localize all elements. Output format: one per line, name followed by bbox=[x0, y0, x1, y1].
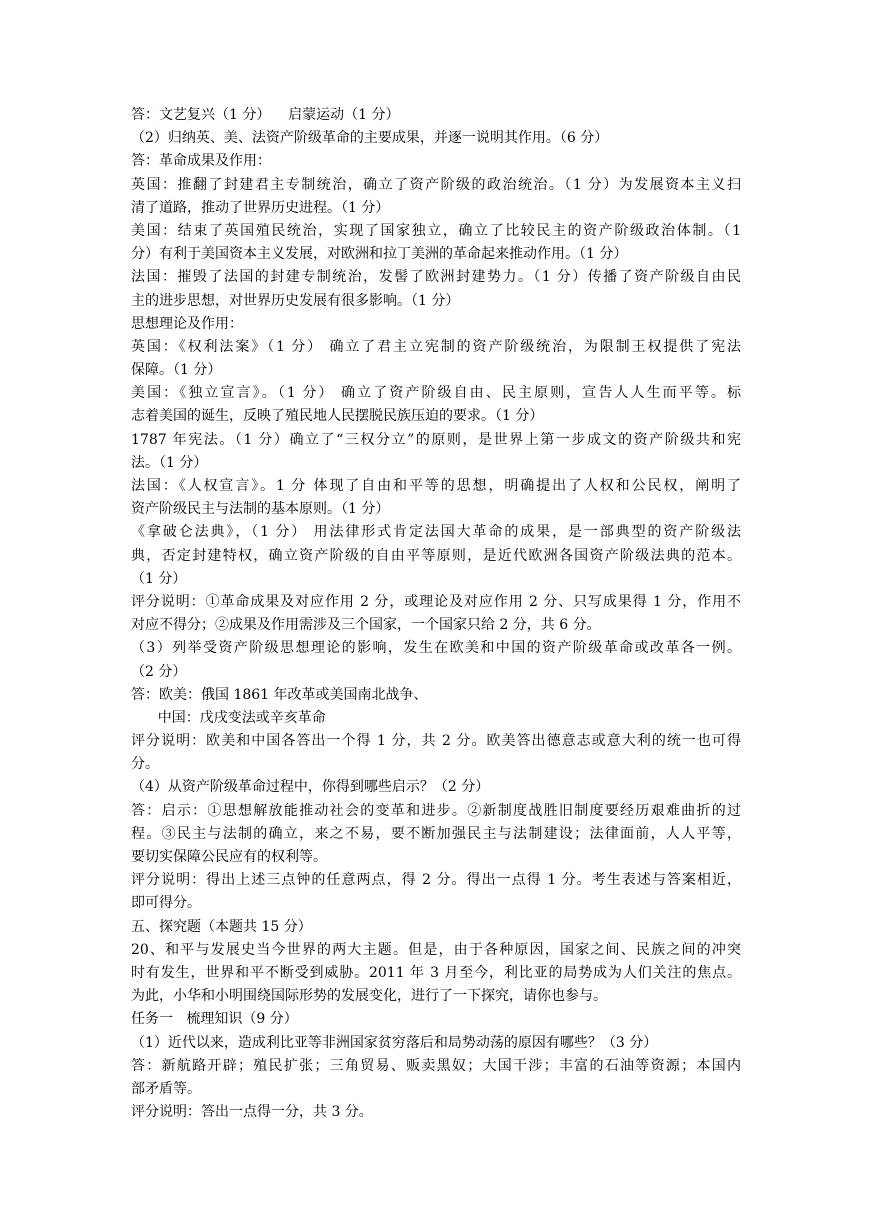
text-line: 答：革命成果及作用： bbox=[131, 153, 271, 170]
text-line: 五、探究题（本题共 15 分） bbox=[131, 918, 312, 935]
text-line: （2）归纳英、美、法资产阶级革命的主要成果，并逐一说明其作用。（6 分） bbox=[131, 130, 609, 147]
text-line: 中国：戊戌变法或辛亥革命 bbox=[131, 709, 326, 726]
text-line: 为此，小华和小明围绕国际形势的发展变化，进行了一下探究，请你也参与。 bbox=[131, 988, 607, 1005]
text-line: 部矛盾等。 bbox=[131, 1080, 201, 1097]
text-line: 法国：《人权宣言》。1 分 体现了自由和平等的思想，明确提出了人权和公民权，阐明了 bbox=[131, 478, 741, 494]
text-line: 分）有利于美国资本主义发展，对欧洲和拉丁美洲的革命起来推动作用。（1 分） bbox=[131, 246, 628, 263]
text-line: （1）近代以来，造成利比亚等非洲国家贫穷落后和局势动荡的原因有哪些？（3 分） bbox=[131, 1034, 658, 1051]
text-line: （4）从资产阶级革命过程中，你得到哪些启示？（2 分） bbox=[131, 779, 490, 796]
text-line: 答：启示：①思想解放能推动社会的变革和进步。②新制度战胜旧制度要经历艰难曲折的过 bbox=[131, 802, 741, 819]
text-line: 主的进步思想，对世界历史发展有很多影响。（1 分） bbox=[131, 292, 460, 309]
text-line: 资产阶级民主与法制的基本原则。（1 分） bbox=[131, 501, 390, 518]
text-line: 评分说明：欧美和中国各答出一个得 1 分，共 2 分。欧美答出德意志或意大利的统一也可得 bbox=[131, 733, 741, 750]
text-line: 思想理论及作用： bbox=[131, 315, 243, 332]
text-line: 20、和平与发展史当今世界的两大主题。但是，由于各种原因，国家之间、民族之间的冲突 bbox=[131, 941, 741, 958]
text-line: 英国：《权利法案》（1 分） 确立了君主立宪制的资产阶级统治，为限制王权提供了宪法 bbox=[131, 338, 741, 355]
text-line: 程。③民主与法制的确立，来之不易，要不断加强民主与法制建设；法律面前，人人平等， bbox=[131, 825, 741, 842]
text-line: （2 分） bbox=[131, 663, 187, 680]
text-line: （1 分） bbox=[131, 570, 187, 587]
text-line: 对应不得分；②成果及作用需涉及三个国家，一个国家只给 2 分，共 6 分。 bbox=[131, 617, 601, 634]
text-line: 典，否定封建特权，确立资产阶级的自由平等原则，是近代欧洲各国资产阶级法典的范本。 bbox=[131, 547, 741, 564]
text-line: 评分说明：①革命成果及对应作用 2 分，或理论及对应作用 2 分、只写成果得 1 分，作用不 bbox=[131, 593, 741, 610]
text-line: 美国：《独立宣言》。（1 分） 确立了资产阶级自由、民主原则，宣告人人生而平等。标 bbox=[131, 385, 741, 402]
document-page bbox=[131, 104, 741, 1124]
text-line: 答：新航路开辟；殖民扩张；三角贸易、贩卖黑奴；大国干涉；丰富的石油等资源；本国内 bbox=[131, 1057, 741, 1074]
text-line: 清了道路，推动了世界历史进程。（1 分） bbox=[131, 199, 390, 216]
text-line: 志着美国的诞生，反映了殖民地人民摆脱民族压迫的要求。（1 分） bbox=[131, 408, 544, 425]
text-line: 《拿破仑法典》，（1 分） 用法律形式肯定法国大革命的成果，是一部典型的资产阶级法 bbox=[131, 524, 741, 541]
text-line: 英国：推翻了封建君主专制统治，确立了资产阶级的政治统治。（1 分）为发展资本主义扫 bbox=[131, 176, 741, 193]
text-line: 评分说明：答出一点得一分，共 3 分。 bbox=[131, 1104, 373, 1121]
text-line: 1787 年宪法。（1 分）确立了“三权分立”的原则，是世界上第一步成文的资产阶级共和宪 bbox=[131, 431, 741, 448]
text-line: 即可得分。 bbox=[131, 895, 201, 912]
text-line: 时有发生，世界和平不断受到威胁。2011 年 3 月至今，利比亚的局势成为人们关注的焦点。 bbox=[131, 964, 741, 981]
text-line: 分。 bbox=[131, 756, 159, 773]
text-line: 答：欧美：俄国 1861 年改革或美国南北战争、 bbox=[131, 686, 428, 703]
text-line: 法国：摧毁了法国的封建专制统治，发髻了欧洲封建势力。（1 分）传播了资产阶级自由民 bbox=[131, 269, 741, 286]
text-line: 法。（1 分） bbox=[131, 454, 208, 471]
text-line: 评分说明：得出上述三点钟的任意两点，得 2 分。得出一点得 1 分。考生表述与答案相近， bbox=[131, 872, 741, 889]
text-line: 要切实保障公民应有的权利等。 bbox=[131, 849, 327, 865]
text-line: （3）列举受资产阶级思想理论的影响，发生在欧美和中国的资产阶级革命或改革各一例。 bbox=[131, 640, 741, 657]
text-line: 答：文艺复兴（1 分） 启蒙运动（1 分） bbox=[131, 107, 400, 123]
text-line: 保障。（1 分） bbox=[131, 362, 222, 379]
text-line: 任务一 梳理知识（9 分） bbox=[131, 1011, 298, 1028]
text-line: 美国：结束了英国殖民统治，实现了国家独立，确立了比较民主的资产阶级政治体制。（1 bbox=[131, 222, 741, 239]
